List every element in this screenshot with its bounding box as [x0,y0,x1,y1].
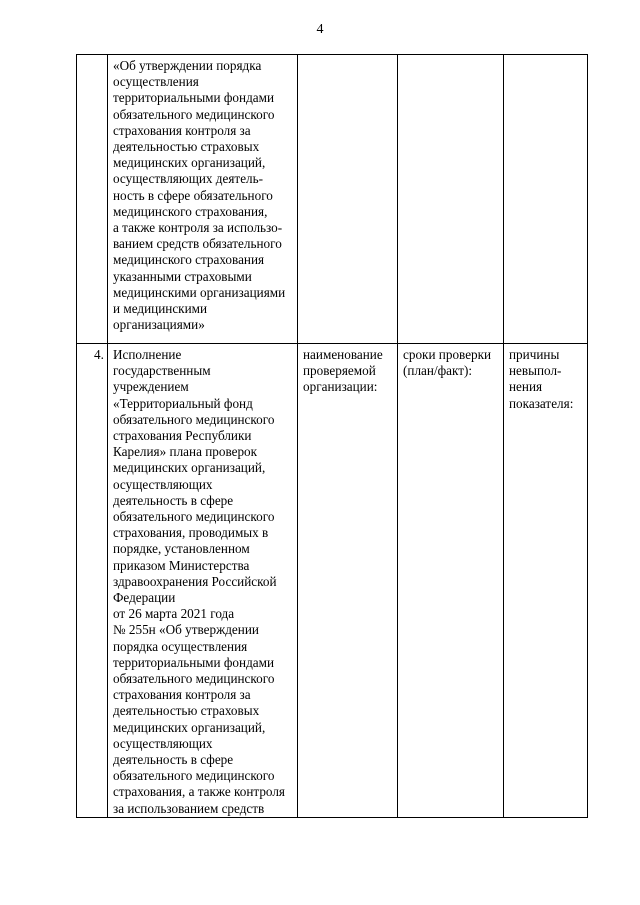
organization-cell [298,344,398,818]
row-number-cell [77,344,108,818]
inspection-dates-text: сроки проверки (план/факт): [403,347,492,379]
document-table [76,54,588,818]
table-row [77,344,588,818]
description-text: «Об утверждении порядка осуществления территориальными фондами обязательного медицинского страхования контроля за деятельностью страховых медицинских организаций, осуществляющих деятель- ность в сфере обязательного медицинского страхования, а также контроля за использо- ванием средств обязательного медицинского страхования указанными страховыми медицинскими организациями и медицинскими организациями» [113,58,286,333]
failure-reasons-text: причины невыпол- нения показателя: [509,347,574,411]
inspection-dates-cell [398,344,504,818]
row-number-cell [77,55,108,344]
organization-text: наименование проверяемой организации: [303,347,383,395]
description-cell [108,55,298,344]
failure-reasons-cell [504,344,588,818]
organization-cell [298,55,398,344]
page-number: 4 [316,22,324,37]
description-cell [108,344,298,818]
table-row [77,55,588,344]
failure-reasons-cell [504,55,588,344]
inspection-dates-cell [398,55,504,344]
description-text: Исполнение государственным учреждением «Территориальный фонд обязательного медицинского страхования Республики Карелия» плана проверок медицинских организаций, осуществляющих деятельность в сфере обязательного медицинского страхования, проводимых в порядке, установленном приказом Министерства здравоохранения Российской Федерации от 26 марта 2021 года № 255н «Об утверждении порядка осуществления территориальными фондами обязательного медицинского страхования контроля за деятельностью страховых медицинских организаций, осуществляющих деятельность в сфере обязательного медицинского страхования, а также контроля за использованием средств [113,347,285,816]
row-number: 4. [94,347,104,362]
